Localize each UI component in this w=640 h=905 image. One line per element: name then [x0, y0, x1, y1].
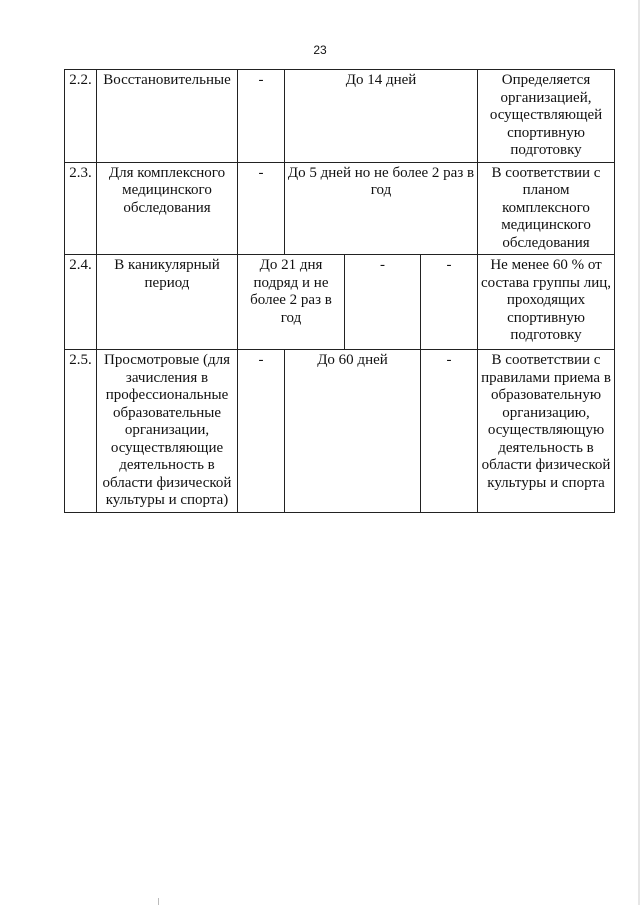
scan-artifact	[158, 898, 159, 905]
note-cell: В соответствии с правилами приема в образовательную организацию, осуществляющую деятельность в области физической культуры и спорта	[478, 350, 615, 513]
row-number: 2.2.	[65, 70, 97, 163]
row-number: 2.3.	[65, 162, 97, 255]
duration-cell: До 60 дней	[285, 350, 421, 513]
row-number: 2.4.	[65, 255, 97, 350]
table-row	[65, 255, 615, 350]
duration-cell: До 14 дней	[285, 70, 478, 163]
camp-type: Для комплексного медицинского обследования	[97, 162, 238, 255]
table-row	[65, 162, 615, 255]
duration-cell: До 21 дня подряд и не более 2 раз в год	[238, 255, 345, 350]
cell-dash: -	[238, 162, 285, 255]
note-cell: В соответствии с планом комплексного медицинского обследования	[478, 162, 615, 255]
note-cell: Определяется организацией, осуществляющей спортивную подготовку	[478, 70, 615, 163]
cell-dash: -	[421, 255, 478, 350]
page-number: 23	[313, 43, 327, 57]
cell-dash: -	[421, 350, 478, 513]
row-number: 2.5.	[65, 350, 97, 513]
camp-type: Восстановительные	[97, 70, 238, 163]
camp-type: В каникулярный период	[97, 255, 238, 350]
duration-cell: До 5 дней но не более 2 раз в год	[285, 162, 478, 255]
table-row	[65, 350, 615, 513]
camp-type: Просмотровые (для зачисления в профессиональные образовательные организации, осуществляющие деятельность в области физической культуры и спорта)	[97, 350, 238, 513]
cell-dash: -	[238, 70, 285, 163]
training-camps-table	[64, 69, 615, 513]
cell-dash: -	[345, 255, 421, 350]
note-cell: Не менее 60 % от состава группы лиц, проходящих спортивную подготовку	[478, 255, 615, 350]
cell-dash: -	[238, 350, 285, 513]
table-row	[65, 70, 615, 163]
